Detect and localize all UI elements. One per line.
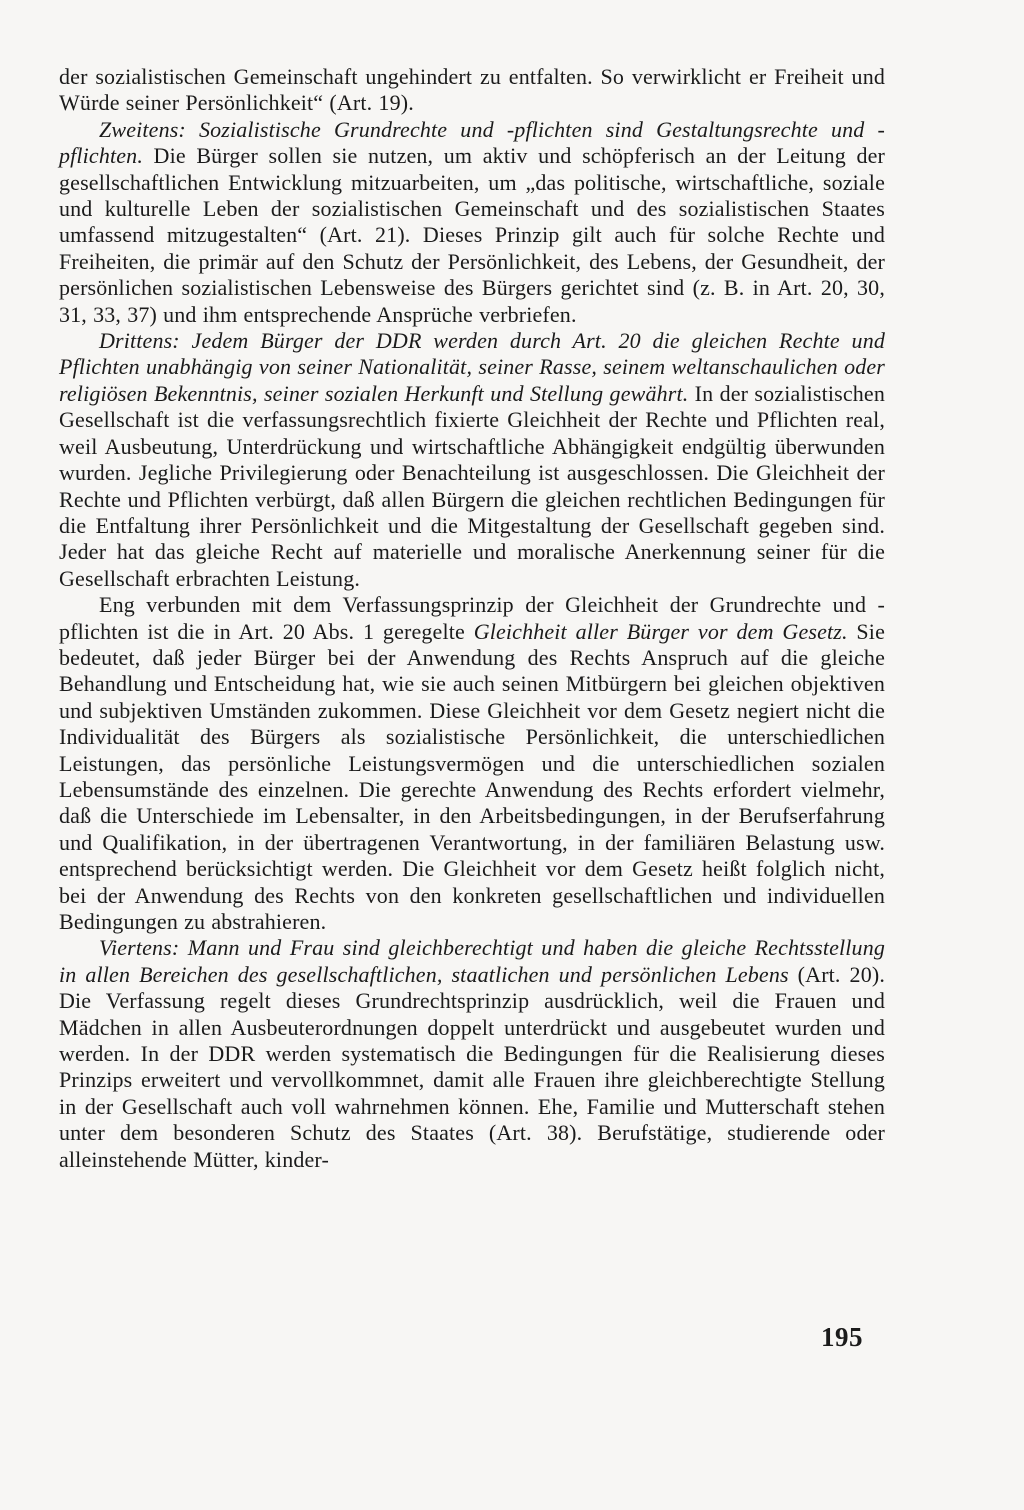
paragraph-viertens <box>59 935 885 1173</box>
text-span-italic: Zweitens: Sozialistische Grundrechte und -pflichten sind Gestaltungsrechte und -pflichten. <box>59 116 885 169</box>
text-span: Die Bürger sollen sie nutzen, um aktiv und schöpferisch an der Leitung der gesellschaftlichen Entwicklung mitzuarbeiten, um „das politische, wirtschaftliche, soziale und kulturelle Leben der sozialistischen Gemeinschaft und des sozialistischen Staates umfassend mitzugestalten“ (Art. 21). Dieses Prinzip gilt auch für solche Rechte und Freiheiten, die primär auf den Schutz der Persönlichkeit, des Lebens, der Gesundheit, der persönlichen sozialistischen Lebensweise des Bürgers gerichtet sind (z. B. in Art. 20, 30, 31, 33, 37) und ihm entsprechende Ansprüche verbriefen. <box>59 143 885 327</box>
text-span: (Art. 20). Die Verfassung regelt dieses Grundrechtsprinzip ausdrücklich, weil die Frauen und Mädchen in allen Ausbeuterordnungen doppelt unterdrückt und ausgebeutet wurden und werden. In der DDR werden systematisch die Bedingungen für die Realisierung dieses Prinzips erweitert und vervollkommnet, damit alle Frauen ihre gleichberechtigte Stellung in der Gesellschaft auch voll wahrnehmen können. Ehe, Familie und Mutterschaft stehen unter dem besonderen Schutz des Staates (Art. 38). Berufstätige, studierende oder alleinstehende Mütter, kinder- <box>59 961 885 1172</box>
body-text <box>59 64 885 1173</box>
paragraph-zweitens <box>59 117 885 328</box>
paragraph-gleichheit <box>59 592 885 935</box>
text-span-italic: Viertens: Mann und Frau sind gleichberechtigt und haben die gleiche Rechtsstellung in allen Bereichen des gesellschaftlichen, staatlichen und persönlichen Lebens <box>59 935 885 987</box>
text-span: der sozialistischen Gemeinschaft ungehindert zu entfalten. So verwirklicht er Freiheit und Würde seiner Persönlichkeit“ (Art. 19). <box>59 64 885 116</box>
text-span: Sie bedeutet, daß jeder Bürger bei der Anwendung des Rechts Anspruch auf die gleiche Behandlung und Entscheidung hat, wie sie auch seinen Mitbürgern bei gleichen objektiven und subjektiven Umständen zukommen. Diese Gleichheit vor dem Gesetz negiert nicht die Individualität des Bürgers als sozialistische Persönlichkeit, die unterschiedlichen Leistungen, das persönliche Leistungsvermögen und die unterschiedlichen sozialen Lebensumstände des einzelnen. Die gerechte Anwendung des Rechts erfordert vielmehr, daß die Unterschiede im Lebensalter, in den Arbeitsbedingungen, in der Berufserfahrung und Qualifikation, in der übertragenen Verantwortung, in der familiären Belastung usw. entsprechend berücksichtigt werden. Die Gleichheit vor dem Gesetz heißt folglich nicht, bei der Anwendung des Rechts von den konkreten gesellschaftlichen und individuellen Bedingungen zu abstrahieren. <box>59 618 885 934</box>
text-span-italic: Drittens: Jedem Bürger der DDR werden durch Art. 20 die gleichen Rechte und Pflichten unabhängig von seiner Nationalität, seiner Rasse, seinem weltanschaulichen oder religiösen Bekenntnis, seiner sozialen Herkunft und Stellung gewährt. <box>59 328 885 406</box>
paragraph-drittens <box>59 328 885 592</box>
text-span-italic: Gleichheit aller Bürger vor dem Gesetz. <box>473 618 848 644</box>
paragraph-continued <box>59 64 885 117</box>
text-span: Eng verbunden mit dem Verfassungsprinzip der Gleichheit der Grundrechte und -pflichten ist die in Art. 20 Abs. 1 geregelte <box>59 592 885 644</box>
text-span: In der sozialistischen Gesellschaft ist die verfassungsrechtlich fixierte Gleichheit der Rechte und Pflichten real, weil Ausbeutung, Unterdrückung und wirtschaftliche Abhängigkeit endgültig überwunden wurden. Jegliche Privilegierung oder Benachteilung ist ausgeschlossen. Die Gleichheit der Rechte und Pflichten verbürgt, daß allen Bürgern die gleichen rechtlichen Bedingungen für die Entfaltung ihrer Persönlichkeit und die Mitgestaltung der Gesellschaft gegeben sind. Jeder hat das gleiche Recht auf materielle und moralische Anerkennung seiner für die Gesellschaft erbrachten Leistung. <box>59 380 885 591</box>
page-number: 195 <box>821 1322 863 1352</box>
